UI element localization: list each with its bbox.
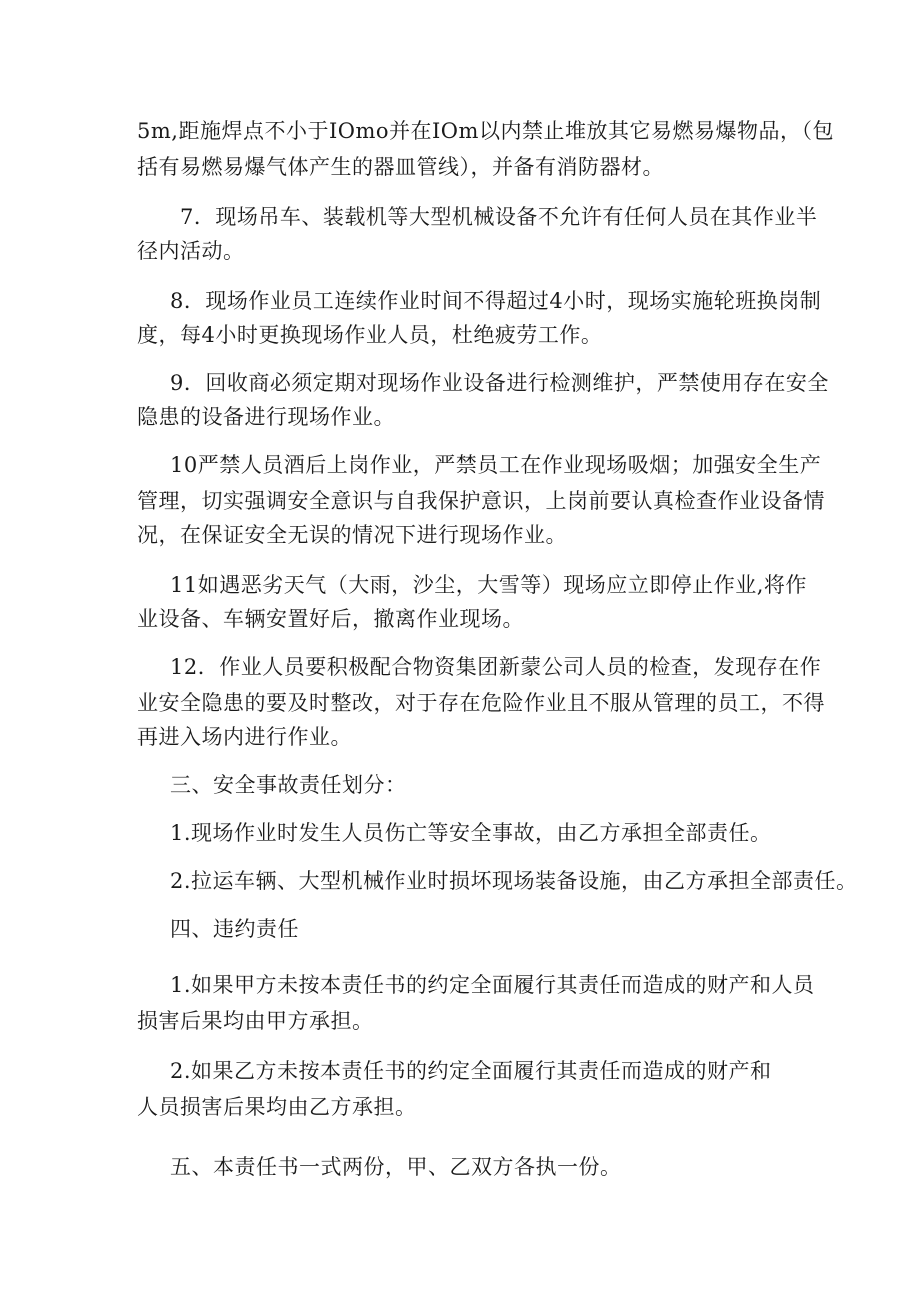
text-line: 1.如果甲方未按本责任书的约定全面履行其责任而造成的财产和人员 [170, 973, 815, 997]
text-line: 度，每4小时更换现场作业人员，杜绝疲劳工作。 [137, 323, 603, 347]
section-heading: 五、本责任书一式两份，甲、乙双方各执一份。 [170, 1155, 622, 1179]
text-line: 7．现场吊车、装载机等大型机械设备不允许有任何人员在其作业半 [180, 205, 818, 229]
text-line: 2.如果乙方未按本责任书的约定全面履行其责任而造成的财产和 [170, 1059, 772, 1083]
section-heading: 三、安全事故责任划分： [170, 773, 407, 797]
text-line: 括有易燃易爆气体产生的器皿管线），并备有消防器材。 [137, 155, 664, 179]
text-line: 10严禁人员酒后上岗作业，严禁员工在作业现场吸烟；加强安全生产 [170, 453, 822, 477]
text-line: 人员损害后果均由乙方承担。 [137, 1095, 417, 1119]
text-line: 径内活动。 [137, 239, 245, 263]
text-line: 业设备、车辆安置好后，撤离作业现场。 [137, 607, 524, 631]
text-line: 12．作业人员要积极配合物资集团新蒙公司人员的检查，发现存在作 [170, 655, 822, 679]
text-line: 况，在保证安全无误的情况下进行现场作业。 [137, 523, 567, 547]
text-line: 2.拉运车辆、大型机械作业时损坏现场装备设施，由乙方承担全部责任。 [170, 869, 858, 893]
text-line: 损害后果均由甲方承担。 [137, 1009, 374, 1033]
section-heading: 四、违约责任 [170, 917, 299, 941]
text-line: 5m,距施焊点不小于IOmo并在IOm以内禁止堆放其它易燃易爆物品，（包 [137, 119, 834, 143]
text-line: 再进入场内进行作业。 [137, 725, 352, 749]
text-line: 隐患的设备进行现场作业。 [137, 405, 395, 429]
text-line: 11如遇恶劣天气（大雨，沙尘，大雪等）现场应立即停止作业,将作 [170, 573, 807, 597]
text-line: 8．现场作业员工连续作业时间不得超过4小时，现场实施轮班换岗制 [170, 289, 822, 313]
text-line: 管理，切实强调安全意识与自我保护意识，上岗前要认真检查作业设备情 [137, 489, 825, 513]
text-line: 业安全隐患的要及时整改，对于存在危险作业且不服从管理的员工，不得 [137, 691, 825, 715]
text-line: 9．回收商必须定期对现场作业设备进行检测维护，严禁使用存在安全 [170, 371, 829, 395]
text-line: 1.现场作业时发生人员伤亡等安全事故，由乙方承担全部责任。 [170, 821, 772, 845]
